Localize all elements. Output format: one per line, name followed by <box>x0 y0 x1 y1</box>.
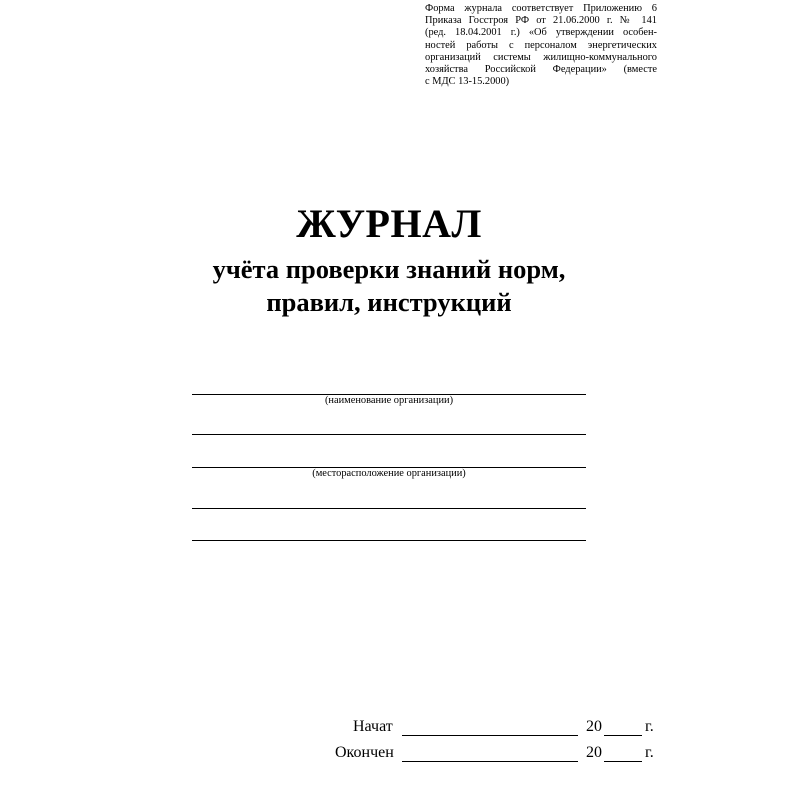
regulation-note-line: Форма журнала соответствует Приложению 6 <box>425 3 657 14</box>
started-year-prefix: 20 <box>586 718 602 735</box>
started-label: Начат <box>353 718 393 735</box>
regulation-note-line: организаций системы жилищно-коммунального <box>425 51 657 63</box>
regulation-note <box>425 3 657 88</box>
journal-subtitle <box>0 253 778 319</box>
ended-label: Окончен <box>335 744 394 761</box>
org-location-line-2[interactable] <box>192 508 586 509</box>
regulation-note-line: с МДС 13-15.2000) <box>425 76 510 88</box>
org-name-caption: (наименование организации) <box>324 395 454 406</box>
org-location-caption: (месторасположение организации) <box>312 468 466 479</box>
journal-subtitle-line-1: учёта проверки знаний норм, <box>212 254 566 284</box>
ended-date-blank[interactable] <box>402 761 578 762</box>
started-year-suffix: г. <box>645 718 654 735</box>
journal-title: ЖУРНАЛ <box>296 201 482 246</box>
ended-year-blank[interactable] <box>604 761 642 762</box>
org-name-line-2[interactable] <box>192 434 586 435</box>
started-year-blank[interactable] <box>604 735 642 736</box>
org-location-line-3[interactable] <box>192 540 586 541</box>
regulation-note-line: Приказа Госстроя РФ от 21.06.2000 г. № 141 <box>425 15 657 27</box>
regulation-note-line: (ред. 18.04.2001 г.) «Об утверждении особен- <box>425 27 657 39</box>
started-date-blank[interactable] <box>402 735 578 736</box>
regulation-note-line: ностей работы с персоналом энергетических <box>425 39 657 51</box>
journal-subtitle-line-2: правил, инструкций <box>266 287 512 317</box>
ended-year-suffix: г. <box>645 744 654 761</box>
ended-year-prefix: 20 <box>586 744 602 761</box>
regulation-note-line: хозяйства Российской Федерации» (вместе <box>425 64 657 76</box>
